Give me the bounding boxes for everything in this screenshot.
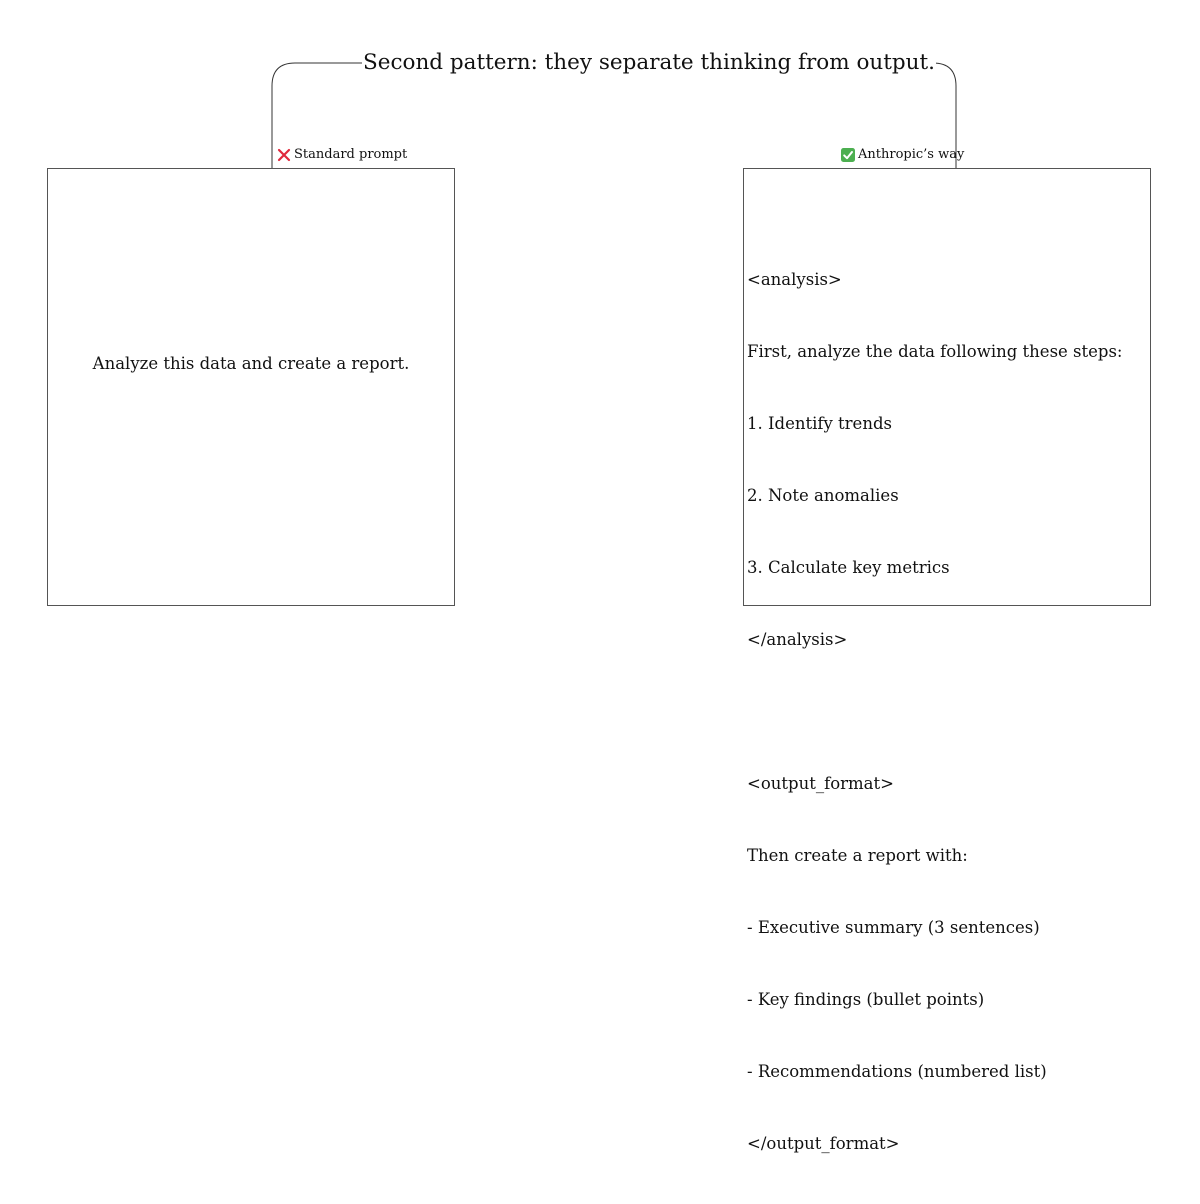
prompt-line: 1. Identify trends [747, 414, 892, 433]
standard-prompt-panel [47, 168, 455, 606]
anthropic-way-label-text: Anthropic’s way [858, 147, 965, 162]
prompt-line: - Recommendations (numbered list) [747, 1062, 1047, 1081]
prompt-line: - Executive summary (3 sentences) [747, 918, 1040, 937]
prompt-line: 3. Calculate key metrics [747, 558, 950, 577]
page-title: Second pattern: they separate thinking from output. [363, 50, 935, 75]
prompt-line: - Key findings (bullet points) [747, 990, 985, 1009]
anthropic-prompt-text [747, 220, 1123, 1204]
cross-mark-icon [277, 148, 291, 162]
anthropic-way-label [841, 146, 964, 164]
anthropic-way-panel [743, 168, 1151, 1153]
check-mark-icon [841, 148, 855, 162]
prompt-line: 2. Note anomalies [747, 486, 899, 505]
prompt-line: </output_format> [747, 1134, 900, 1153]
prompt-line [747, 700, 1123, 724]
standard-prompt-label-text: Standard prompt [294, 147, 408, 162]
prompt-line: </analysis> [747, 630, 848, 649]
standard-prompt-label [277, 146, 407, 164]
prompt-line: <analysis> [747, 270, 842, 289]
standard-prompt-text: Analyze this data and create a report. [92, 354, 410, 373]
prompt-line: <output_format> [747, 774, 894, 793]
prompt-line: First, analyze the data following these steps: [747, 342, 1123, 361]
prompt-line: Then create a report with: [747, 846, 968, 865]
